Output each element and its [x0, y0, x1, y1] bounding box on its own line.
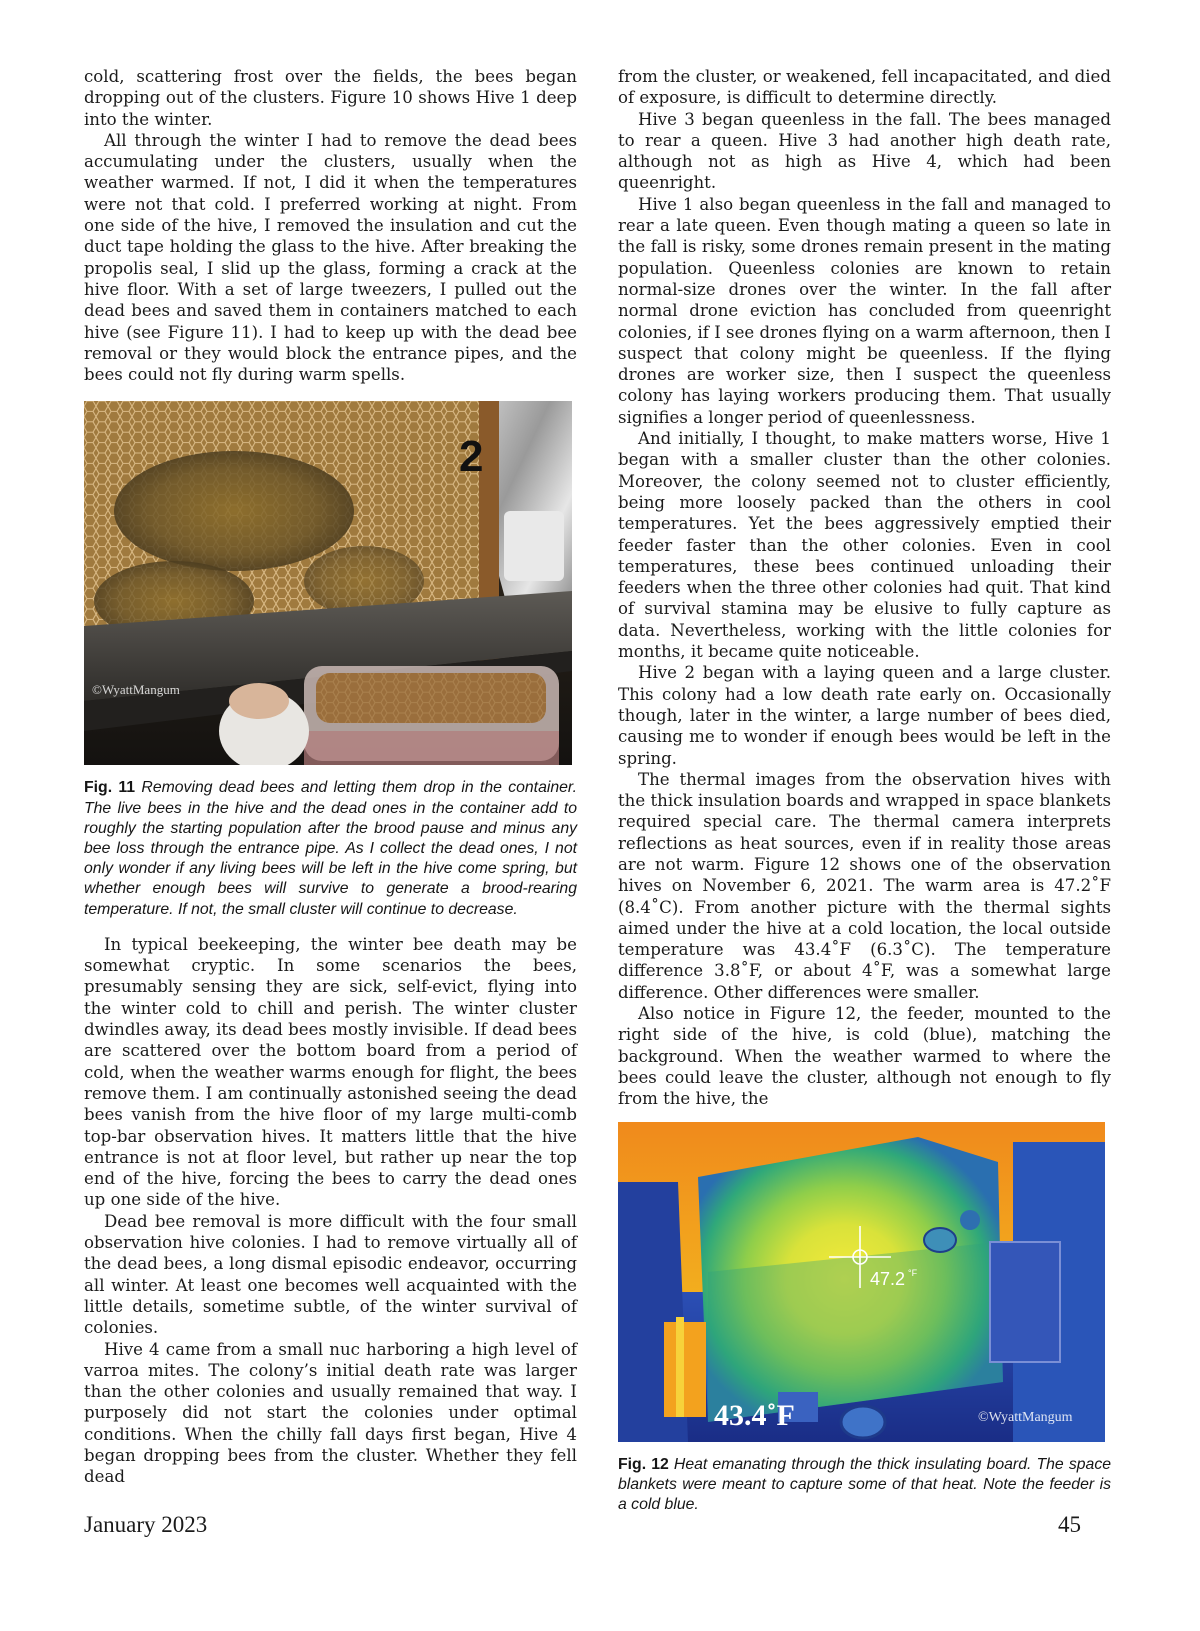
- dead-bee-removal-photo: [84, 401, 572, 765]
- body-paragraph: Hive 2 began with a laying queen and a large cluster. This colony had a low death rate early on. Occasionally though, later in the winter, a large number of bees died, causing me to wonder if enough bees would be left in the spring.: [618, 663, 1111, 768]
- body-paragraph: Also notice in Figure 12, the feeder, mounted to the right side of the hive, is cold (blue), matching the background. When the weather warmed to where the bees could leave the cluster, although not enough to fly from the hive, the: [618, 1004, 1111, 1109]
- comb-number-label: 2: [459, 432, 484, 482]
- ambient-temperature-label: 43.4˚F: [714, 1398, 795, 1432]
- figure-11-label: Fig. 11: [84, 779, 136, 797]
- body-paragraph: Dead bee removal is more difficult with the four small observation hive colonies. I had to remove virtually all of the dead bees, a long dismal episodic endeavor, occurring all winter. At least one becomes well acquainted with the little details, sometime subtle, of the winter survival of colonies.: [84, 1211, 577, 1338]
- body-paragraph: Hive 3 began queenless in the fall. The bees managed to rear a queen. Hive 3 had another high death rate, although not as high as Hive 4, which had been queenright.: [618, 109, 1111, 193]
- footer-date: January 2023: [84, 1512, 208, 1537]
- thermal-image: [618, 1122, 1105, 1442]
- figure-11-caption-text: Removing dead bees and letting them drop in the container. The live bees in the hive and the dead ones in the container add to roughly the starting population after the brood pause and minus any bee loss through the entrance pipe. As I collect the dead ones, I not only wonder if any living bees will be left in the hive come spring, but whether enough bees will survive to generate a brood-rearing temperature. If not, the small cluster will continue to decrease.: [84, 779, 577, 918]
- figure-11: [84, 401, 577, 919]
- figure-11-photo: [84, 401, 572, 765]
- right-column: [618, 66, 1111, 1515]
- page-number: 45: [1058, 1512, 1081, 1537]
- left-column: [84, 66, 577, 1488]
- figure-12-caption: [618, 1455, 1111, 1516]
- body-paragraph: Hive 1 also began queenless in the fall and managed to rear a late queen. Even though mating a queen so late in the fall is risky, some drones remain present in the mating population. Queenless colonies are known to retain normal-size drones over the winter. In the fall after normal drone eviction has concluded from queenright colonies, if I see drones flying on a warm afternoon, then I suspect that colony might be queenless. If the flying drones are worker size, then I suspect the queenless colony has laying workers producing them. That usually signifies a longer period of queenlessness.: [618, 194, 1111, 427]
- spot-temperature-unit: °F: [908, 1267, 918, 1278]
- figure-12: [618, 1122, 1111, 1516]
- figure-12-label: Fig. 12: [618, 1455, 669, 1473]
- figure-12-watermark: ©WyattMangum: [978, 1409, 1073, 1425]
- body-paragraph: All through the winter I had to remove the dead bees accumulating under the clusters, usually when the weather warmed. If not, I did it when the temperatures were not that cold. I preferred working at night. From one side of the hive, I removed the insulation and cut the duct tape holding the glass to the hive. After breaking the propolis seal, I slid up the glass, forming a crack at the hive floor. With a set of large tweezers, I pulled out the dead bees and saved them in containers matched to each hive (see Figure 11). I had to keep up with the dead bee removal or they would block the entrance pipes, and the bees could not fly during warm spells.: [84, 130, 577, 385]
- body-paragraph: cold, scattering frost over the fields, the bees began dropping out of the clusters. Figure 10 shows Hive 1 deep into the winter.: [84, 67, 577, 129]
- figure-12-caption-text: Heat emanating through the thick insulating board. The space blankets were meant to capture some of that heat. Note the feeder is a cold blue.: [618, 1455, 1111, 1513]
- figure-12-thermal-photo: [618, 1122, 1105, 1442]
- body-paragraph: from the cluster, or weakened, fell incapacitated, and died of exposure, is difficult to determine directly.: [618, 67, 1111, 108]
- spot-temperature-value: 47.2: [870, 1268, 906, 1289]
- body-paragraph: In typical beekeeping, the winter bee death may be somewhat cryptic. In some scenarios the bees, presumably sensing they are sick, self-evict, flying into the winter cold to chill and perish. The winter cluster dwindles away, its dead bees mostly invisible. If dead bees are scattered over the bottom board from a period of cold, when the weather warms enough for flight, the bees remove them. I am continually astonished seeing the dead bees vanish from the hive floor of my large multi-comb top-bar observation hives. It matters little that the hive entrance is not at floor level, but rather up near the top end of the hive, forcing the bees to carry the dead ones up one side of the hive.: [84, 934, 577, 1210]
- body-paragraph: Hive 4 came from a small nuc harboring a high level of varroa mites. The colony’s initial death rate was larger than the other colonies and usually remained that way. I purposely did not start the colonies under optimal conditions. When the chilly fall days first began, Hive 4 began dropping bees from the cluster. Whether they fell dead: [84, 1339, 577, 1487]
- body-paragraph: The thermal images from the observation hives with the thick insulation boards and wrapped in space blankets required special care. The thermal camera interprets reflections as heat sources, even if in reality those areas are not warm. Figure 12 shows one of the observation hives on November 6, 2021. The warm area is 47.2˚F (8.4˚C). From another picture with the thermal sights aimed under the hive at a cold location, the local outside temperature was 43.4˚F (6.3˚C). The temperature difference 3.8˚F, or about 4˚F, was a somewhat large difference. Other differences were smaller.: [618, 769, 1111, 1002]
- body-paragraph: And initially, I thought, to make matters worse, Hive 1 began with a smaller cluster than the other colonies. Moreover, the colony seemed not to cluster efficiently, being more loosely packed than the others in cool temperatures. Yet the bees aggressively emptied their feeder faster than the other colonies. Even in cool temperatures, these bees continued unloading their feeders when the three other colonies had quit. That kind of survival stamina may be elusive to fully capture as data. Nevertheless, working with the little colonies for months, it became quite noticeable.: [618, 429, 1111, 662]
- figure-11-caption: [84, 778, 577, 919]
- figure-11-watermark: ©WyattMangum: [92, 682, 180, 698]
